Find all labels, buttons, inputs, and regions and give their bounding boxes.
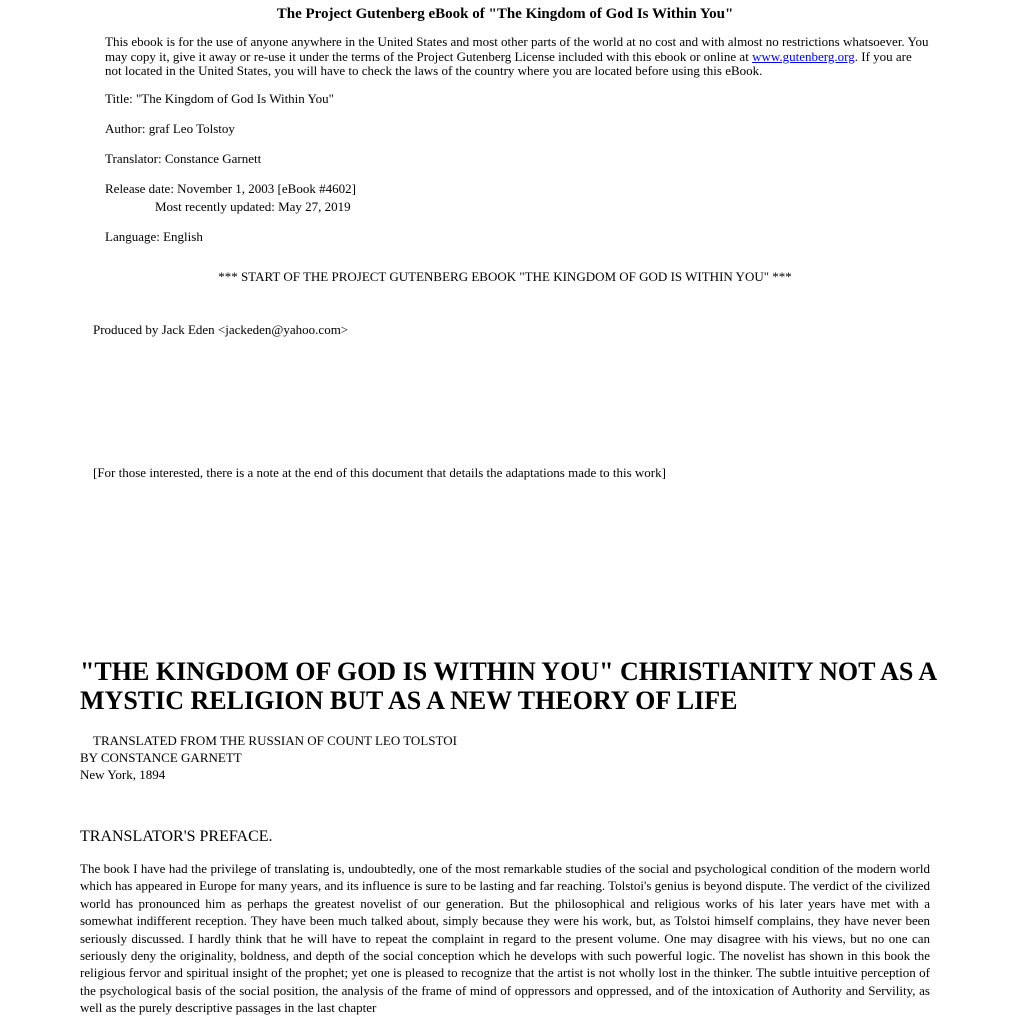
meta-translator: Translator: Constance Garnett bbox=[105, 151, 262, 166]
meta-updated: Most recently updated: May 27, 2019 bbox=[155, 199, 351, 214]
byline-translated-from: TRANSLATED FROM THE RUSSIAN OF COUNT LEO TOLSTOI bbox=[93, 733, 457, 748]
gutenberg-link[interactable]: www.gutenberg.org bbox=[752, 48, 855, 64]
byline-publication: New York, 1894 bbox=[80, 767, 166, 782]
notice-text-before: This ebook is for the use of anyone anywhere in the United States and most other parts of the world at no cost and with almost no restrictions whatsoever. You may copy it, give it away or re-use it under the terms of the Project Gutenberg License included with this ebook or online at bbox=[105, 34, 929, 64]
preface-heading: TRANSLATOR'S PREFACE. bbox=[80, 828, 273, 845]
book-title: "THE KINGDOM OF GOD IS WITHIN YOU" CHRISTIANITY NOT AS A MYSTIC RELIGION BUT AS A NEW THEORY OF LIFE bbox=[80, 657, 936, 715]
meta-author: Author: graf Leo Tolstoy bbox=[105, 121, 235, 136]
adaptation-note: [For those interested, there is a note at the end of this document that details the adaptations made to this work] bbox=[93, 465, 666, 480]
meta-title: Title: "The Kingdom of God Is Within You" bbox=[105, 91, 334, 106]
produced-by-credit: Produced by Jack Eden <jackeden@yahoo.com> bbox=[93, 322, 349, 337]
notice-text-after: . If you are not located in the United States, you will have to check the laws of the country where you are located before using this eBook. bbox=[105, 48, 912, 78]
byline-translator: BY CONSTANCE GARNETT bbox=[80, 750, 242, 765]
ebook-start-marker: *** START OF THE PROJECT GUTENBERG EBOOK "THE KINGDOM OF GOD IS WITHIN YOU" *** bbox=[218, 269, 792, 284]
license-notice bbox=[105, 35, 930, 79]
meta-release-date: Release date: November 1, 2003 [eBook #4602] bbox=[105, 181, 356, 196]
preface-paragraph: The book I have had the privilege of translating is, undoubtedly, one of the most remarkable studies of the social and psychological condition of the modern world which has appeared in Europe for many years, and its influence is sure to be lasting and far reaching. Tolstoi's genius is beyond dispute. The verdict of the civilized world has pronounced him as perhaps the greatest novelist of our generation. But the philosophical and religious works of his later years have met with a somewhat indifferent reception. They have been much talked about, simply because they were his work, but, as Tolstoi himself complains, they have never been seriously discussed. I hardly think that he will have to repeat the complaint in regard to the present volume. One may disagree with his views, but no one can seriously deny the originality, boldness, and depth of the social conception which he develops with such powerful logic. The novelist has shown in this book the religious fervor and spiritual insight of the prophet; yet one is pleased to recognize that the artist is not wholly lost in the thinker. The subtle intuitive perception of the psychological basis of the social position, the analysis of the frame of mind of oppressors and oppressed, and of the intoxication of Authority and Servility, as well as the purely descriptive passages in the last chapter bbox=[80, 861, 930, 1016]
meta-language: Language: English bbox=[105, 229, 203, 244]
document-header-title: The Project Gutenberg eBook of "The Kingdom of God Is Within You" bbox=[276, 6, 734, 22]
